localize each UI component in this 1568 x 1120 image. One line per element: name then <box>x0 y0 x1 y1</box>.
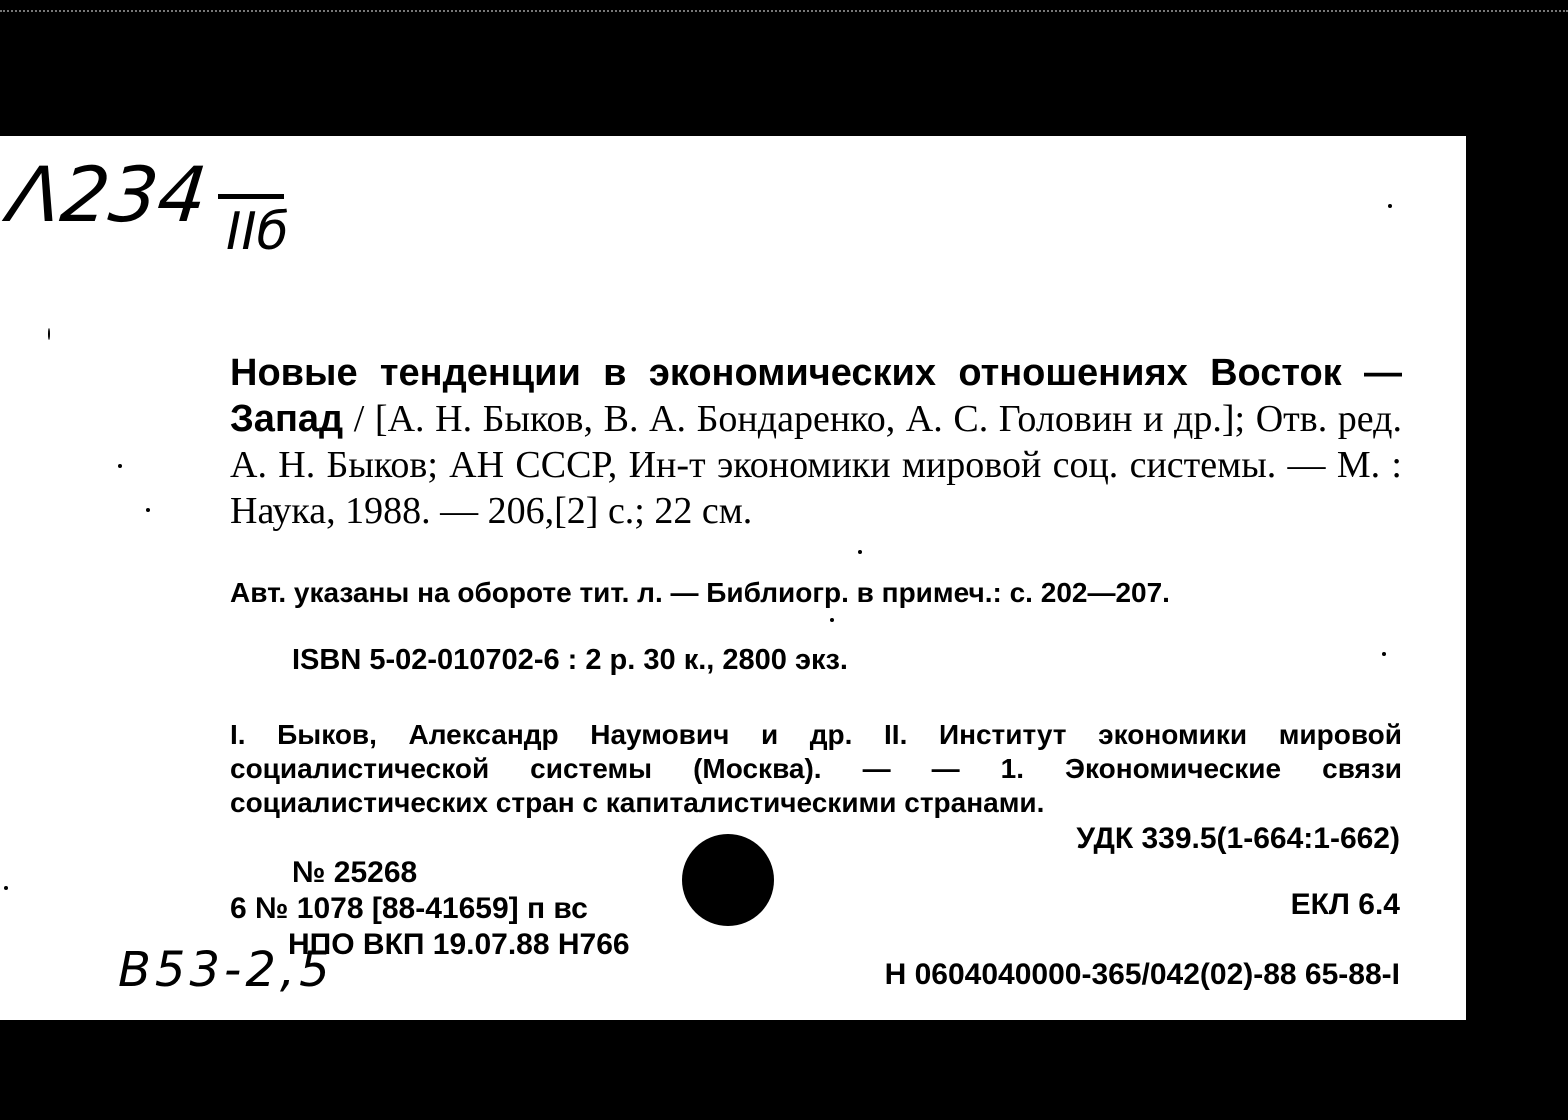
speck <box>830 618 834 622</box>
shelf-mark-sub-handwritten: IIб <box>226 202 289 262</box>
top-dotted-line <box>0 10 1568 12</box>
speck <box>4 886 8 890</box>
ekl-code: ЕКЛ 6.4 <box>1290 888 1400 921</box>
entry-description: / [А. Н. Быков, В. А. Бондаренко, А. С. Головин и др.]; Отв. ред. А. Н. Быков; АН СССР, Ин-т экономики мировой соц. системы. — М. : Наука, 1988. — 206,[2] с.; 22 см. <box>230 398 1402 532</box>
speck <box>1388 204 1392 208</box>
catalog-card <box>0 136 1466 1020</box>
order-number: 6 № 1078 [88-41659] п вс <box>230 892 588 925</box>
speck <box>146 508 150 512</box>
bibliographic-entry <box>230 350 1402 534</box>
inventory-mark-handwritten: B53-2,5 <box>118 942 334 998</box>
subject-headings: I. Быков, Александр Наумович и др. II. Институт экономики мировой социалистической системы (Москва). — — 1. Экономические связи социалистических стран с капиталистическими странами. <box>230 719 1402 818</box>
card-number: № 25268 <box>292 856 418 889</box>
entry-title: Новые тенденции в экономических отношениях Восток — Запад <box>230 352 1402 440</box>
speck <box>1382 652 1386 656</box>
bibliography-note: Авт. указаны на обороте тит. л. — Библиогр. в примеч.: с. 202—207. <box>230 577 1170 608</box>
speck <box>48 328 50 340</box>
catalog-code: Н 0604040000-365/042(02)-88 65-88-I <box>884 958 1400 991</box>
isbn-line: ISBN 5-02-010702-6 : 2 р. 30 к., 2800 экз. <box>292 644 848 676</box>
speck <box>858 550 862 554</box>
punch-hole <box>682 834 774 926</box>
shelf-mark-bar <box>218 194 284 199</box>
shelf-mark-handwritten: Λ234 <box>4 150 212 239</box>
printer-line: НПО ВКП 19.07.88 Н766 <box>288 928 630 961</box>
speck <box>118 464 122 468</box>
udk-code: УДК 339.5(1-664:1-662) <box>1076 822 1400 855</box>
